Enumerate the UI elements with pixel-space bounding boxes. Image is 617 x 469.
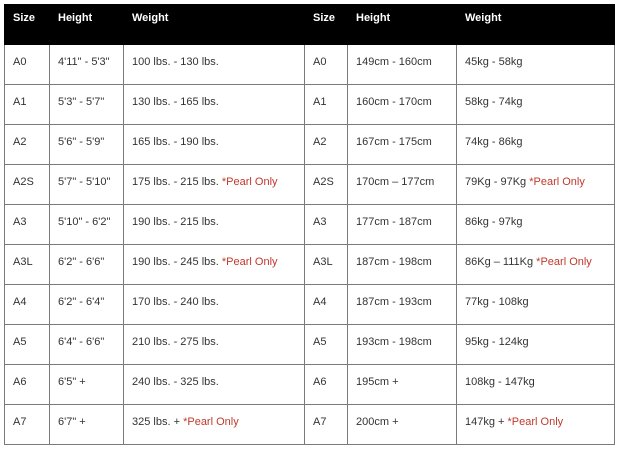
cell-weight-metric-text: 147kg +: [465, 415, 505, 428]
cell-weight-metric: [457, 325, 615, 365]
cell-weight-imperial-text: 190 lbs. - 245 lbs.: [132, 255, 219, 268]
cell-weight-metric-text: 74kg - 86kg: [465, 135, 523, 148]
cell-weight-imperial: [124, 125, 305, 165]
cell-weight-metric-text: 79Kg - 97Kg: [465, 175, 527, 188]
cell-height-imperial-text: 6'7" +: [58, 415, 86, 428]
cell-weight-imperial-text: 175 lbs. - 215 lbs.: [132, 175, 219, 188]
cell-size-metric: [305, 365, 348, 405]
cell-height-metric-text: 187cm - 193cm: [356, 295, 432, 308]
cell-weight-imperial-text: 325 lbs. +: [132, 415, 181, 428]
table-row: [5, 85, 615, 125]
pearl-only-note: *Pearl Only: [183, 415, 239, 428]
cell-size-metric-text: A0: [313, 55, 327, 68]
cell-weight-metric-text: 45kg - 58kg: [465, 55, 523, 68]
cell-height-metric-text: 170cm – 177cm: [356, 175, 435, 188]
header-size-imperial: Size: [5, 5, 50, 45]
header-height-metric: Height: [348, 5, 457, 45]
cell-height-metric-text: 187cm - 198cm: [356, 255, 432, 268]
cell-size-imperial-text: A4: [13, 295, 27, 308]
cell-size-imperial: [5, 285, 50, 325]
cell-size-imperial: [5, 165, 50, 205]
cell-size-imperial-text: A2: [13, 135, 27, 148]
pearl-only-note: *Pearl Only: [536, 255, 592, 268]
table-row: [5, 45, 615, 85]
cell-size-imperial: [5, 205, 50, 245]
cell-height-imperial: [50, 405, 124, 445]
cell-size-metric: [305, 125, 348, 165]
cell-height-metric: [348, 165, 457, 205]
cell-weight-metric-text: 77kg - 108kg: [465, 295, 529, 308]
cell-height-metric: [348, 325, 457, 365]
cell-weight-metric: [457, 85, 615, 125]
pearl-only-note: *Pearl Only: [529, 175, 585, 188]
cell-weight-imperial: [124, 205, 305, 245]
cell-height-imperial: [50, 205, 124, 245]
cell-weight-imperial: [124, 245, 305, 285]
cell-height-imperial-text: 6'5" +: [58, 375, 86, 388]
table-row: [5, 365, 615, 405]
cell-height-imperial-text: 5'10" - 6'2": [58, 215, 111, 228]
cell-height-metric: [348, 245, 457, 285]
cell-height-metric: [348, 405, 457, 445]
cell-size-metric: [305, 165, 348, 205]
table-row: [5, 125, 615, 165]
cell-size-imperial-text: A3L: [13, 255, 33, 268]
cell-weight-imperial: [124, 165, 305, 205]
table-body: [5, 45, 615, 445]
cell-weight-metric: [457, 165, 615, 205]
cell-size-metric-text: A5: [313, 335, 327, 348]
cell-size-metric: [305, 85, 348, 125]
cell-height-imperial: [50, 285, 124, 325]
cell-weight-metric: [457, 125, 615, 165]
cell-weight-imperial-text: 190 lbs. - 215 lbs.: [132, 215, 219, 228]
cell-height-metric: [348, 205, 457, 245]
cell-weight-metric: [457, 405, 615, 445]
cell-weight-imperial: [124, 325, 305, 365]
cell-weight-imperial-text: 130 lbs. - 165 lbs.: [132, 95, 219, 108]
cell-size-metric: [305, 325, 348, 365]
cell-height-imperial: [50, 245, 124, 285]
table-row: [5, 205, 615, 245]
cell-size-metric-text: A6: [313, 375, 327, 388]
cell-height-imperial-text: 6'2" - 6'4": [58, 295, 105, 308]
cell-height-metric-text: 160cm - 170cm: [356, 95, 432, 108]
cell-weight-imperial-text: 170 lbs. - 240 lbs.: [132, 295, 219, 308]
table-row: [5, 165, 615, 205]
table-row: [5, 405, 615, 445]
cell-weight-metric-text: 86Kg – 111Kg: [465, 255, 534, 268]
size-chart-table: [4, 4, 615, 445]
cell-size-imperial-text: A2S: [13, 175, 34, 188]
cell-size-metric-text: A3: [313, 215, 327, 228]
cell-weight-metric: [457, 365, 615, 405]
cell-height-metric-text: 149cm - 160cm: [356, 55, 432, 68]
cell-size-metric-text: A3L: [313, 255, 333, 268]
cell-size-metric-text: A1: [313, 95, 327, 108]
header-row: [5, 5, 615, 45]
header-weight-metric: Weight: [457, 5, 615, 45]
cell-weight-metric: [457, 245, 615, 285]
cell-size-imperial-text: A5: [13, 335, 27, 348]
cell-height-imperial: [50, 85, 124, 125]
cell-size-imperial: [5, 325, 50, 365]
cell-size-imperial: [5, 125, 50, 165]
cell-height-metric: [348, 285, 457, 325]
cell-weight-metric-text: 108kg - 147kg: [465, 375, 535, 388]
cell-weight-imperial-text: 210 lbs. - 275 lbs.: [132, 335, 219, 348]
cell-size-metric-text: A4: [313, 295, 327, 308]
cell-weight-metric: [457, 285, 615, 325]
cell-size-metric: [305, 205, 348, 245]
cell-weight-imperial: [124, 285, 305, 325]
cell-height-metric-text: 195cm +: [356, 375, 399, 388]
table-row: [5, 285, 615, 325]
cell-weight-metric-text: 86kg - 97kg: [465, 215, 523, 228]
cell-size-metric: [305, 245, 348, 285]
cell-height-metric: [348, 85, 457, 125]
cell-height-imperial: [50, 325, 124, 365]
pearl-only-note: *Pearl Only: [221, 255, 278, 268]
table-row: [5, 245, 615, 285]
cell-height-imperial-text: 4'11" - 5'3": [58, 55, 110, 68]
pearl-only-note: *Pearl Only: [221, 175, 278, 188]
cell-size-imperial-text: A6: [13, 375, 27, 388]
header-size-metric: Size: [305, 5, 348, 45]
cell-weight-imperial: [124, 405, 305, 445]
cell-size-imperial-text: A1: [13, 95, 27, 108]
header-height-imperial: Height: [50, 5, 124, 45]
cell-size-imperial: [5, 45, 50, 85]
cell-size-imperial: [5, 85, 50, 125]
cell-height-imperial-text: 5'6" - 5'9": [58, 135, 105, 148]
cell-size-imperial-text: A3: [13, 215, 27, 228]
cell-weight-metric: [457, 205, 615, 245]
table-row: [5, 325, 615, 365]
cell-weight-imperial: [124, 85, 305, 125]
cell-height-imperial-text: 6'2" - 6'6": [58, 255, 105, 268]
cell-height-imperial: [50, 165, 124, 205]
cell-weight-imperial: [124, 365, 305, 405]
cell-size-metric: [305, 405, 348, 445]
cell-height-metric-text: 200cm +: [356, 415, 399, 428]
pearl-only-note: *Pearl Only: [507, 415, 564, 428]
cell-weight-imperial-text: 165 lbs. - 190 lbs.: [132, 135, 219, 148]
cell-size-metric-text: A2S: [313, 175, 334, 188]
cell-height-metric-text: 167cm - 175cm: [356, 135, 432, 148]
cell-size-imperial: [5, 365, 50, 405]
cell-weight-metric: [457, 45, 615, 85]
cell-height-metric: [348, 365, 457, 405]
cell-height-imperial: [50, 45, 124, 85]
cell-size-imperial-text: A7: [13, 415, 27, 428]
cell-height-imperial-text: 5'7" - 5'10": [58, 175, 111, 188]
cell-height-metric: [348, 125, 457, 165]
cell-height-metric: [348, 45, 457, 85]
cell-height-metric-text: 193cm - 198cm: [356, 335, 432, 348]
cell-weight-imperial-text: 100 lbs. - 130 lbs.: [132, 55, 219, 68]
cell-size-metric: [305, 285, 348, 325]
table-header: [5, 5, 615, 45]
cell-size-imperial-text: A0: [13, 55, 27, 68]
cell-size-imperial: [5, 405, 50, 445]
cell-size-metric-text: A7: [313, 415, 327, 428]
cell-size-imperial: [5, 245, 50, 285]
cell-weight-imperial-text: 240 lbs. - 325 lbs.: [132, 375, 219, 388]
cell-weight-metric-text: 58kg - 74kg: [465, 95, 523, 108]
cell-height-imperial-text: 5'3" - 5'7": [58, 95, 105, 108]
cell-height-imperial: [50, 125, 124, 165]
cell-size-metric-text: A2: [313, 135, 327, 148]
header-weight-imperial: Weight: [124, 5, 305, 45]
cell-height-imperial: [50, 365, 124, 405]
cell-weight-metric-text: 95kg - 124kg: [465, 335, 529, 348]
cell-height-imperial-text: 6'4" - 6'6": [58, 335, 105, 348]
cell-height-metric-text: 177cm - 187cm: [356, 215, 432, 228]
cell-size-metric: [305, 45, 348, 85]
cell-weight-imperial: [124, 45, 305, 85]
